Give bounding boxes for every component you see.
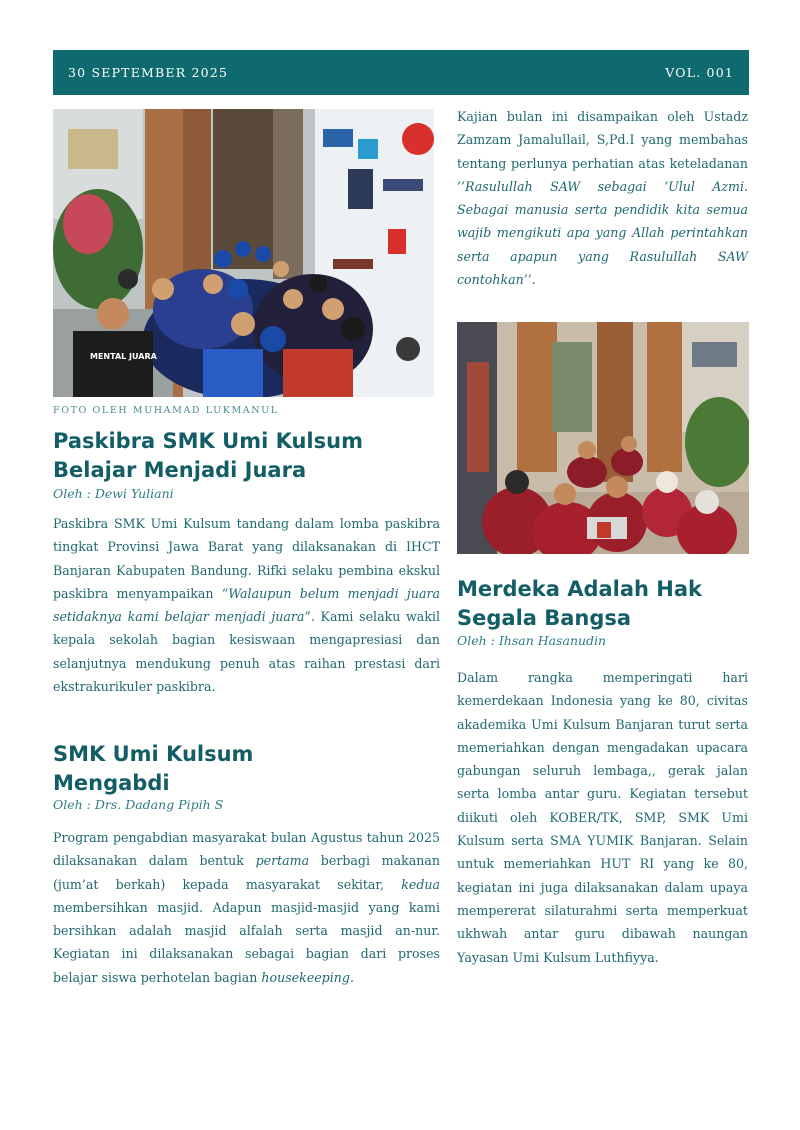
- paskibra-team-photo: [53, 109, 434, 397]
- article3-byline: Oleh : Ihsan Hasanudin: [457, 633, 607, 648]
- article1-byline: Oleh : Dewi Yuliani: [53, 486, 174, 501]
- article3-body: Dalam rangka memperingati hari kemerdekaan Indonesia yang ke 80, civitas akademika Umi Kulsum Banjaran turut serta memeriahkan dengan mengadakan upacara gabungan seluruh lembaga,, gerak jalan serta lomba antar guru. Kegiatan tersebut diikuti oleh KOBER/TK, SMP, SMK Umi Kulsum serta SMA YUMIK Banjaran. Selain untuk memeriahkan HUT RI yang ke 80, kegiatan ini juga dilaksanakan dalam upaya mempererat silaturahmi serta memperkuat ukhwah antar guru dibawah naungan Yayasan Umi Kulsum Luthfiyya.: [457, 670, 748, 965]
- kajian-quote: ‘’Rasulullah SAW sebagai ‘Ulul Azmi. Sebagai manusia serta pendidik kita semua wajib mengikuti apa yang Allah perintahkan serta apapun yang Rasulullah SAW contohkan’’: [457, 178, 748, 288]
- article1-body: Paskibra SMK Umi Kulsum tandang dalam lomba paskibra tingkat Provinsi Jawa Barat yang dilaksanakan di IHCT Banjaran Kabupaten Bandung. Rifki selaku pembina ekskul paskibra menyampaikan “Walaupun belum menjadi juara setidaknya kami belajar menjadi juara”. Kami selaku wakil kepala sekolah bagian kesiswaan mengapresiasi dan selanjutnya mendukung penuh atas raihan prestasi dari ekstrakurikuler paskibra.: [53, 516, 441, 695]
- header-bar: [53, 50, 749, 95]
- volume-number: VOL. 001: [665, 65, 734, 80]
- article2-body: Program pengabdian masyarakat bulan Agustus tahun 2025 dilaksanakan dalam bentuk pertama berbagi makanan (jum’at berkah) kepada masyarakat sekitar, kedua membersihkan masjid. Adapun masjid-masjid yang kami bersihkan adalah masjid alfalah serta masjid an-nur. Kegiatan ini dilaksanakan sebagai bagian dari proses belajar siswa perhotelan bagian housekeeping.: [53, 830, 440, 985]
- article1-title: Paskibra SMK Umi Kulsum Belajar Menjadi Juara: [53, 429, 363, 482]
- photo-caption: FOTO OLEH MUHAMAD LUKMANUL: [53, 405, 279, 416]
- article1-quote: Walaupun belum menjadi juara setidaknya kami belajar menjadi juara: [53, 585, 440, 625]
- article3-title: Merdeka Adalah Hak Segala Bangsa: [457, 577, 703, 630]
- issue-date: 30 SEPTEMBER 2025: [68, 65, 229, 80]
- kajian-body: Kajian bulan ini disampaikan oleh Ustadz Zamzam Jamalullail, S,Pd.I yang membahas tentang perlunya perhatian atas keteladanan ‘’Rasulullah SAW sebagai ‘Ulul Azmi. Sebagai manusia serta pendidik kita semua wajib mengikuti apa yang Allah perintahkan serta apapun yang Rasulullah SAW contohkan’’.: [457, 109, 748, 288]
- article2-byline: Oleh : Drs. Dadang Pipih S: [53, 797, 224, 812]
- article2-title: SMK Umi Kulsum Mengabdi: [53, 742, 254, 795]
- shirt-text: MENTAL JUARA: [90, 352, 157, 361]
- teachers-gathering-photo: [457, 322, 749, 554]
